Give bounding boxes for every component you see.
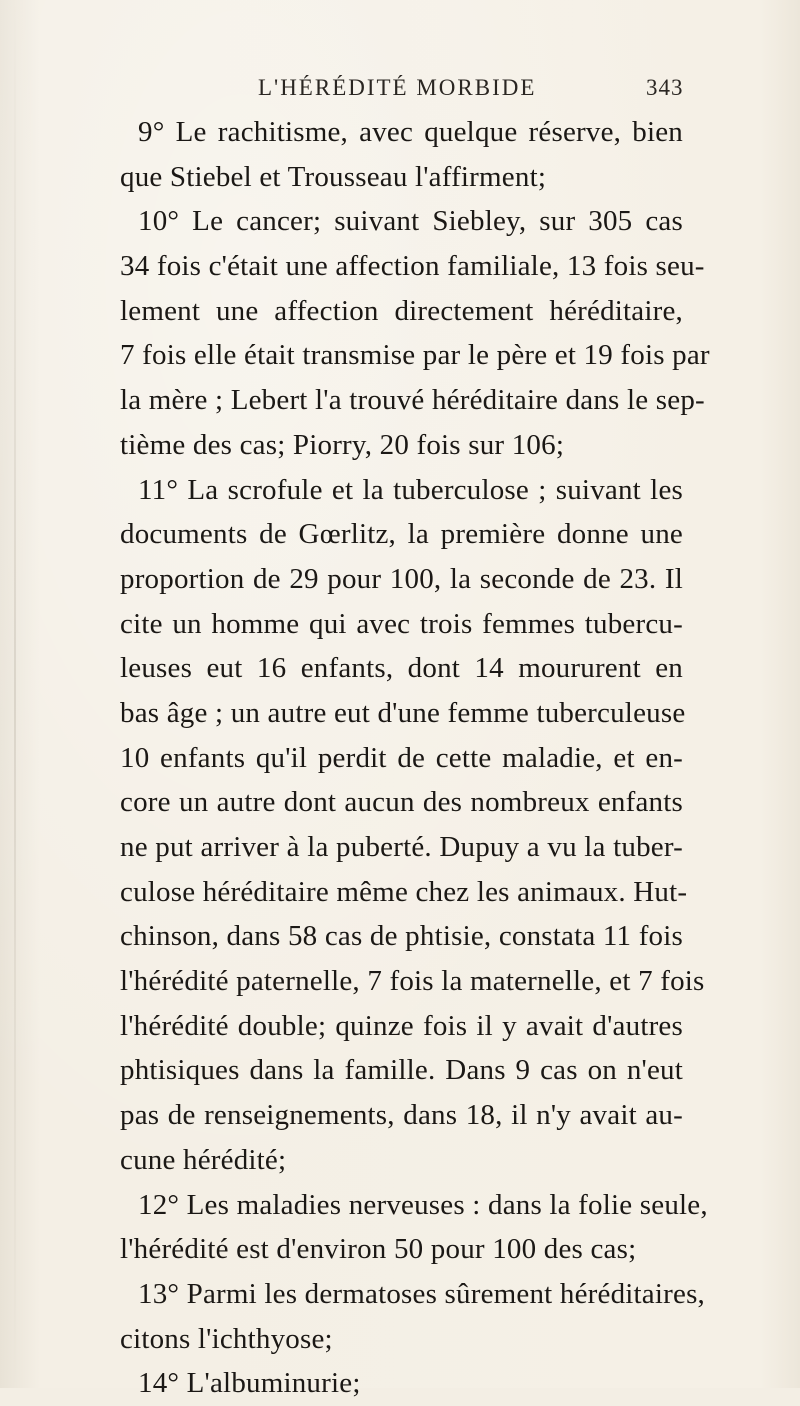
body-text <box>120 110 710 1406</box>
text-line: 11° La scrofule et la tuberculose ; suivant les <box>138 473 683 506</box>
text-line: 7 fois elle était transmise par le père et 19 fois par <box>120 339 710 372</box>
scan-edge-shadow <box>14 0 16 1388</box>
text-line: pas de renseignements, dans 18, il n'y avait au- <box>120 1099 683 1132</box>
text-line: 10 enfants qu'il perdit de cette maladie, et en- <box>120 741 683 774</box>
text-line: 12° Les maladies nerveuses : dans la folie seule, <box>138 1188 708 1221</box>
text-line: 14° L'albuminurie; <box>138 1367 361 1400</box>
text-line: citons l'ichthyose; <box>120 1322 333 1355</box>
text-line: culose héréditaire même chez les animaux. Hut- <box>120 875 688 908</box>
text-line: 10° Le cancer; suivant Siebley, sur 305 cas <box>138 205 683 238</box>
page-number: 343 <box>646 75 684 100</box>
text-line: la mère ; Lebert l'a trouvé héréditaire dans le sep- <box>120 384 705 417</box>
running-title: L'HÉRÉDITÉ MORBIDE <box>258 75 537 100</box>
text-line: ne put arriver à la puberté. Dupuy a vu la tuber- <box>120 831 683 863</box>
text-line: bas âge ; un autre eut d'une femme tuberculeuse <box>120 696 686 729</box>
text-line: cune hérédité; <box>120 1143 287 1176</box>
text-line: leuses eut 16 enfants, dont 14 moururent en <box>120 652 683 685</box>
page-header <box>0 73 800 105</box>
text-line: documents de Gœrlitz, la première donne une <box>120 518 683 551</box>
text-line: phtisiques dans la famille. Dans 9 cas on n'eut <box>120 1054 683 1087</box>
text-line: que Stiebel et Trousseau l'affirment; <box>120 160 547 193</box>
text-line: cite un homme qui avec trois femmes tubercu- <box>120 607 683 640</box>
text-line: 9° Le rachitisme, avec quelque réserve, bien <box>138 116 683 148</box>
text-line: 34 fois c'était une affection familiale, 13 fois seu- <box>120 250 705 283</box>
text-line: l'hérédité est d'environ 50 pour 100 des cas; <box>120 1233 637 1266</box>
text-line: core un autre dont aucun des nombreux enfants <box>120 786 683 819</box>
text-line: tième des cas; Piorry, 20 fois sur 106; <box>120 428 565 461</box>
text-line: l'hérédité paternelle, 7 fois la maternelle, et 7 fois <box>120 965 705 998</box>
text-line: chinson, dans 58 cas de phtisie, constata 11 fois <box>120 920 683 953</box>
text-line: l'hérédité double; quinze fois il y avait d'autres <box>120 1009 683 1042</box>
text-line: 13° Parmi les dermatoses sûrement héréditaires, <box>138 1277 705 1310</box>
text-line: lement une affection directement héréditaire, <box>120 294 683 327</box>
text-line: proportion de 29 pour 100, la seconde de 23. Il <box>120 562 683 595</box>
